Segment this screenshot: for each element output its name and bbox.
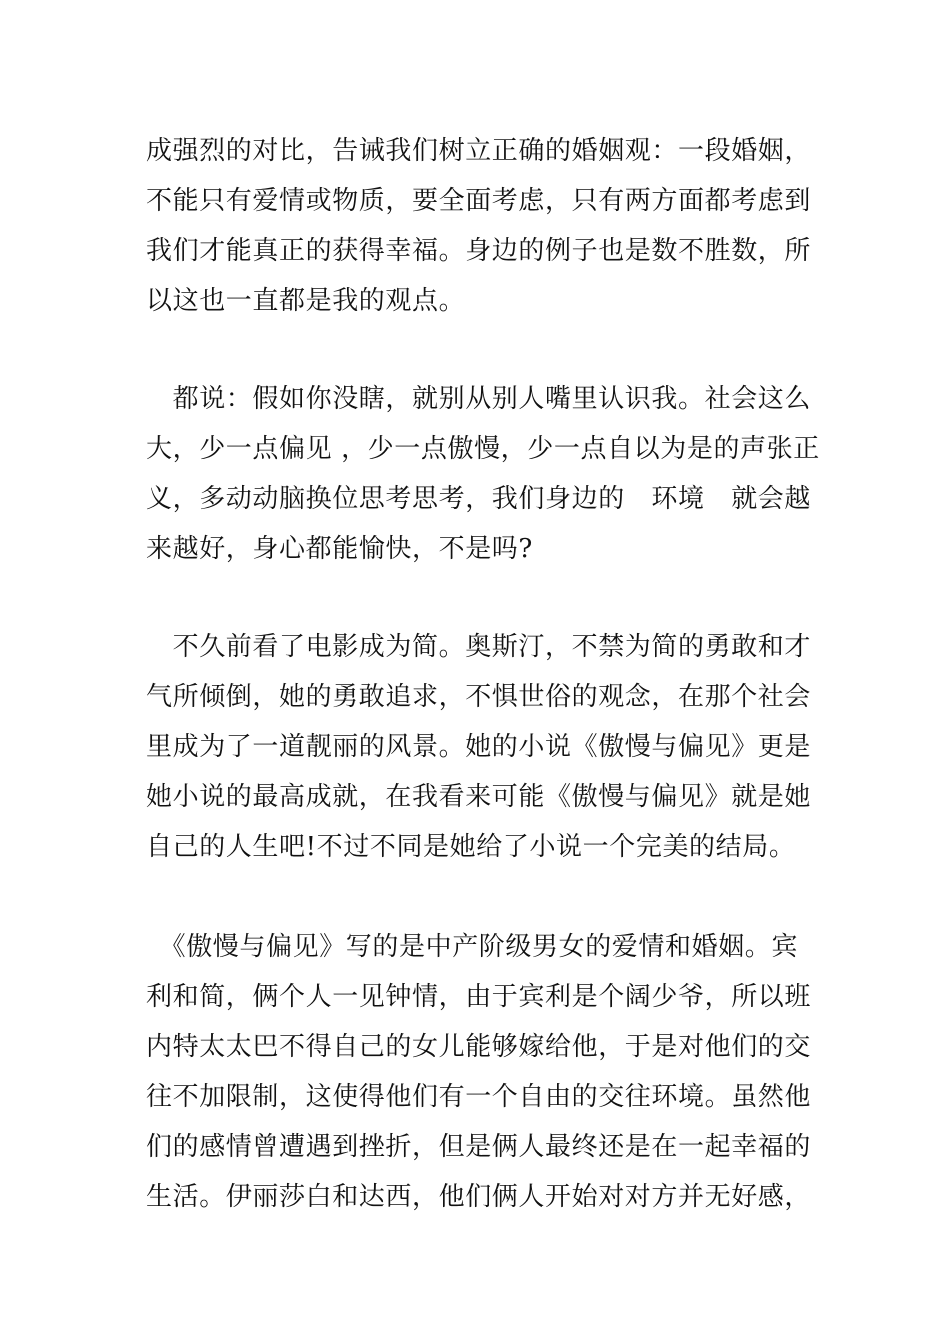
text-line: 往不加限制，这使得他们有一个自由的交往环境。虽然他 xyxy=(146,1082,812,1112)
text-line: 大，少一点偏见 ，少一点傲慢，少一点自以为是的声张正 xyxy=(146,434,820,464)
text-line: 不能只有爱情或物质，要全面考虑，只有两方面都考虑到 xyxy=(146,186,812,216)
text-line: 都说：假如你没瞎，就别从别人嘴里认识我。社会这么 xyxy=(146,384,812,414)
text-line: 不久前看了电影成为简。奥斯汀，不禁为简的勇敢和才 xyxy=(146,632,812,662)
text-line: 以这也一直都是我的观点。 xyxy=(146,286,466,316)
text-line: 利和简，俩个人一见钟情，由于宾利是个阔少爷，所以班 xyxy=(146,982,812,1012)
text-line: 成强烈的对比，告诫我们树立正确的婚姻观：一段婚姻， xyxy=(146,136,812,166)
text-line: 们的感情曾遭遇到挫折，但是俩人最终还是在一起幸福的 xyxy=(146,1132,812,1162)
text-line: 《傲慢与偏见》写的是中产阶级男女的爱情和婚姻。宾 xyxy=(146,932,799,962)
text-line: 她小说的最高成就，在我看来可能《傲慢与偏见》就是她 xyxy=(146,782,812,812)
text-line: 义，多动动脑换位思考思考，我们身边的 环境 就会越 xyxy=(146,484,812,514)
text-line: 我们才能真正的获得幸福。身边的例子也是数不胜数，所 xyxy=(146,236,812,266)
text-line: 气所倾倒，她的勇敢追求，不惧世俗的观念，在那个社会 xyxy=(146,682,812,712)
text-line: 自己的人生吧!不过不同是她给了小说一个完美的结局。 xyxy=(146,832,796,862)
text-line: 里成为了一道靓丽的风景。她的小说《傲慢与偏见》更是 xyxy=(146,732,812,762)
text-line: 来越好，身心都能愉快，不是吗? xyxy=(146,534,533,564)
text-line: 生活。伊丽莎白和达西，他们俩人开始对对方并无好感， xyxy=(146,1182,812,1212)
text-line: 内特太太巴不得自己的女儿能够嫁给他，于是对他们的交 xyxy=(146,1032,812,1062)
